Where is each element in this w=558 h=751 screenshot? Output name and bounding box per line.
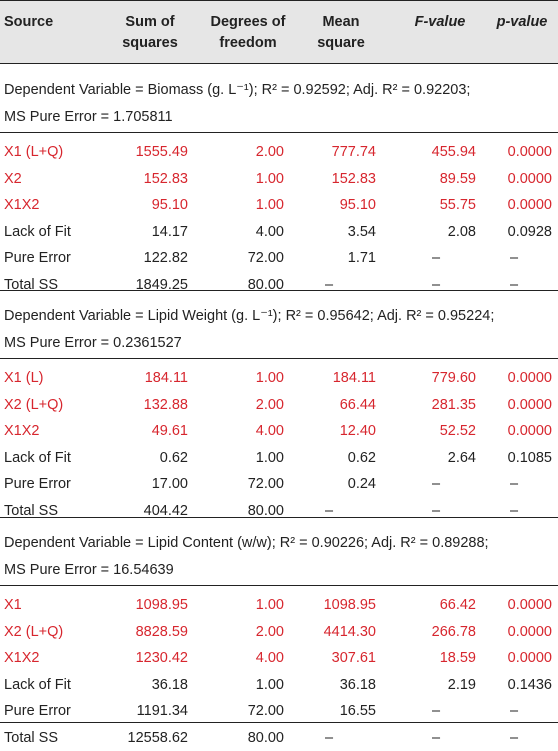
table-row bbox=[0, 219, 558, 245]
cell-ms: – bbox=[325, 502, 334, 519]
header-mean-square: Mean square bbox=[317, 14, 365, 51]
table-row bbox=[0, 445, 558, 471]
cell-f: 455.94 bbox=[431, 144, 476, 160]
cell-p: 0.0000 bbox=[507, 144, 552, 160]
cell-ss: 17.00 bbox=[151, 476, 188, 492]
cell-p: 0.0000 bbox=[507, 370, 552, 386]
cell-source: X1 bbox=[4, 597, 22, 613]
cell-df: 4.00 bbox=[255, 650, 284, 666]
cell-source: Pure Error bbox=[4, 250, 71, 266]
table-row bbox=[0, 725, 558, 751]
cell-p: 0.0000 bbox=[507, 423, 552, 439]
cell-f: – bbox=[432, 502, 441, 519]
table-row bbox=[0, 166, 558, 192]
cell-p: 0.0000 bbox=[507, 597, 552, 613]
cell-ss: 14.17 bbox=[151, 223, 188, 240]
cell-ss: 1191.34 bbox=[136, 703, 188, 719]
header-degrees-of-freedom: Degrees of freedom bbox=[210, 14, 286, 51]
cell-df: 80.00 bbox=[247, 729, 284, 746]
cell-ss: 404.42 bbox=[143, 502, 188, 519]
section-subdivider bbox=[0, 132, 558, 133]
table-row bbox=[0, 471, 558, 497]
cell-df: 72.00 bbox=[247, 703, 284, 719]
table-row bbox=[0, 365, 558, 391]
section-subdivider bbox=[0, 585, 558, 586]
cell-ms: 95.10 bbox=[339, 197, 376, 213]
cell-p: 0.1085 bbox=[507, 449, 552, 466]
cell-df: 72.00 bbox=[247, 250, 284, 266]
cell-ss: 1230.42 bbox=[135, 650, 188, 666]
cell-df: 2.00 bbox=[255, 396, 284, 413]
cell-source: X1 (L) bbox=[4, 370, 44, 386]
cell-df: 2.00 bbox=[255, 623, 284, 640]
cell-p: – bbox=[510, 250, 519, 266]
cell-ms: 4414.30 bbox=[323, 623, 376, 640]
cell-ss: 122.82 bbox=[143, 250, 188, 266]
cell-f: – bbox=[432, 729, 441, 746]
cell-ms: 152.83 bbox=[331, 170, 376, 187]
cell-source: X1X2 bbox=[4, 650, 40, 666]
header-sum-of-squares: Sum of squares bbox=[122, 14, 178, 51]
cell-source: X2 (L+Q) bbox=[4, 623, 64, 640]
cell-p: – bbox=[510, 502, 519, 519]
table-row bbox=[0, 245, 558, 271]
cell-f: – bbox=[432, 250, 441, 266]
cell-p: 0.0000 bbox=[507, 623, 552, 640]
ms-pure-error-line: MS Pure Error = 1.705811 bbox=[4, 109, 173, 125]
cell-ms: 36.18 bbox=[339, 676, 376, 693]
header-f-value-text: F-value bbox=[414, 14, 466, 30]
header-p-value-text: p-value bbox=[496, 14, 548, 30]
cell-ss: 152.83 bbox=[143, 170, 188, 187]
cell-df: 1.00 bbox=[255, 170, 284, 187]
cell-p: 0.0000 bbox=[507, 650, 552, 666]
header-source: Source bbox=[4, 14, 54, 30]
table-row bbox=[0, 498, 558, 524]
dependent-variable-line: Dependent Variable = Biomass (g. L⁻¹); R² = 0.92592; Adj. R² = 0.92203; bbox=[4, 82, 471, 98]
cell-source: Pure Error bbox=[4, 703, 71, 719]
cell-df: 1.00 bbox=[255, 370, 284, 386]
cell-ms: 184.11 bbox=[332, 370, 376, 386]
cell-df: 72.00 bbox=[247, 476, 284, 492]
cell-source: Pure Error bbox=[4, 476, 71, 492]
cell-f: 266.78 bbox=[431, 623, 476, 640]
cell-f: 2.08 bbox=[447, 223, 476, 240]
cell-df: 1.00 bbox=[255, 449, 284, 466]
cell-f: – bbox=[432, 703, 441, 719]
cell-ms: 307.61 bbox=[331, 650, 376, 666]
cell-ms: 1.71 bbox=[347, 250, 376, 266]
ms-pure-error-line: MS Pure Error = 16.54639 bbox=[4, 562, 174, 578]
section-divider bbox=[0, 290, 558, 291]
cell-df: 4.00 bbox=[255, 423, 284, 439]
cell-ms: 12.40 bbox=[339, 423, 376, 439]
table-header bbox=[0, 0, 558, 64]
cell-p: 0.0000 bbox=[507, 170, 552, 187]
cell-f: – bbox=[432, 276, 441, 293]
cell-source: X1X2 bbox=[4, 197, 40, 213]
table-row bbox=[0, 139, 558, 165]
cell-source: Total SS bbox=[4, 502, 58, 519]
table-row bbox=[0, 418, 558, 444]
cell-f: 2.64 bbox=[447, 449, 476, 466]
dependent-variable-line: Dependent Variable = Lipid Content (w/w); R² = 0.90226; Adj. R² = 0.89288; bbox=[4, 535, 489, 551]
cell-p: – bbox=[510, 729, 519, 746]
cell-f: 281.35 bbox=[431, 396, 476, 413]
cell-ss: 1555.49 bbox=[135, 144, 188, 160]
cell-source: X1 (L+Q) bbox=[4, 144, 64, 160]
cell-p: – bbox=[510, 703, 519, 719]
cell-df: 80.00 bbox=[247, 276, 284, 293]
cell-ms: 66.44 bbox=[339, 396, 376, 413]
cell-f: 779.60 bbox=[431, 370, 476, 386]
cell-p: 0.0928 bbox=[507, 223, 552, 240]
cell-f: 2.19 bbox=[447, 676, 476, 693]
cell-df: 1.00 bbox=[255, 597, 284, 613]
cell-source: Total SS bbox=[4, 276, 58, 293]
cell-ms: – bbox=[325, 276, 334, 293]
cell-source: Total SS bbox=[4, 729, 58, 746]
cell-ss: 1098.95 bbox=[135, 597, 188, 613]
cell-f: 52.52 bbox=[439, 423, 476, 439]
cell-ms: 0.62 bbox=[347, 449, 376, 466]
table-row bbox=[0, 698, 558, 724]
cell-ms: 777.74 bbox=[331, 144, 376, 160]
cell-ms: 16.55 bbox=[339, 703, 376, 719]
table-bottom-rule bbox=[0, 722, 558, 723]
cell-source: X2 (L+Q) bbox=[4, 396, 64, 413]
cell-ss: 0.62 bbox=[159, 449, 188, 466]
cell-f: – bbox=[432, 476, 441, 492]
cell-f: 18.59 bbox=[439, 650, 476, 666]
header-f-value bbox=[400, 12, 480, 33]
table-row bbox=[0, 619, 558, 645]
table-row bbox=[0, 272, 558, 298]
cell-ss: 8828.59 bbox=[135, 623, 188, 640]
section-divider bbox=[0, 517, 558, 518]
cell-p: 0.1436 bbox=[507, 676, 552, 693]
section-subdivider bbox=[0, 358, 558, 359]
cell-ss: 49.61 bbox=[151, 423, 188, 439]
cell-ms: – bbox=[325, 729, 334, 746]
cell-ss: 132.88 bbox=[143, 396, 188, 413]
cell-ms: 1098.95 bbox=[323, 597, 376, 613]
cell-ss: 95.10 bbox=[151, 197, 188, 213]
cell-p: 0.0000 bbox=[507, 396, 552, 413]
cell-f: 89.59 bbox=[439, 170, 476, 187]
cell-p: – bbox=[510, 476, 519, 492]
cell-ms: 3.54 bbox=[347, 223, 376, 240]
cell-source: X2 bbox=[4, 170, 22, 187]
cell-df: 80.00 bbox=[247, 502, 284, 519]
cell-df: 1.00 bbox=[255, 676, 284, 693]
cell-ms: 0.24 bbox=[347, 476, 376, 492]
cell-source: Lack of Fit bbox=[4, 223, 71, 240]
table-row bbox=[0, 392, 558, 418]
cell-df: 4.00 bbox=[255, 223, 284, 240]
cell-ss: 184.11 bbox=[144, 370, 188, 386]
cell-p: 0.0000 bbox=[507, 197, 552, 213]
cell-df: 2.00 bbox=[255, 144, 284, 160]
table-row bbox=[0, 645, 558, 671]
cell-p: – bbox=[510, 276, 519, 293]
table-row bbox=[0, 192, 558, 218]
cell-source: Lack of Fit bbox=[4, 676, 71, 693]
table-row bbox=[0, 672, 558, 698]
cell-ss: 12558.62 bbox=[127, 729, 188, 746]
dependent-variable-line: Dependent Variable = Lipid Weight (g. L⁻¹); R² = 0.95642; Adj. R² = 0.95224; bbox=[4, 308, 495, 324]
cell-df: 1.00 bbox=[255, 197, 284, 213]
cell-f: 66.42 bbox=[439, 597, 476, 613]
cell-source: Lack of Fit bbox=[4, 449, 71, 466]
header-p-value bbox=[486, 12, 558, 33]
cell-ss: 1849.25 bbox=[135, 276, 188, 293]
cell-source: X1X2 bbox=[4, 423, 40, 439]
cell-ss: 36.18 bbox=[151, 676, 188, 693]
ms-pure-error-line: MS Pure Error = 0.2361527 bbox=[4, 335, 182, 351]
cell-f: 55.75 bbox=[439, 197, 476, 213]
table-row bbox=[0, 592, 558, 618]
